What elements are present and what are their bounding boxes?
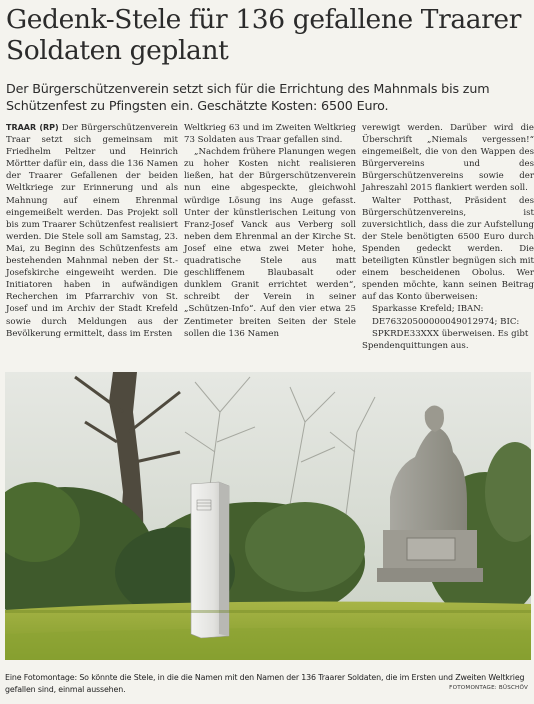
bank-name-line: Sparkasse Krefeld; IBAN:: [372, 304, 484, 315]
article-headline: Gedenk-Stele für 136 gefallene Traarer Soldaten geplant: [6, 4, 521, 66]
photo-caption: Eine Fotomontage: So könnte die Stele, in die die Namen mit den Namen der 136 Traarer Soldaten, die im Ersten und Zweiten Weltkrieg gefallen sind, einmal aussehen.: [5, 672, 525, 694]
bank-iban-line: DE76320500000049012974; BIC:: [372, 316, 520, 327]
photo-montage-image: [5, 372, 531, 660]
photo-montage: [5, 372, 531, 660]
article-paragraph: [6, 122, 178, 340]
article-subheadline: Der Bürgerschützenverein setzt sich für die Errichtung des Mahnmals bis zum Schützenfest zu Pfingsten ein. Geschätzte Kosten: 6500 Euro.: [6, 81, 490, 113]
article-paragraph: verewigt werden. Darüber wird die Überschrift „Niemals vergessen!“ eingemeißelt, die von den Wappen des Bürgervereins und des Bürgerschützenvereins sowie der Jahreszahl 2015 flankiert werden soll.: [362, 123, 534, 194]
stele-illustration: [191, 482, 229, 638]
article-column-3: [362, 122, 534, 352]
article-paragraph: Walter Potthast, Präsident des Bürgerschützenvereins, ist zuversichtlich, dass die zur Aufstellung der Stele benötigten 6500 Euro durch Spenden gedeckt werden. Die beteiligten Künstler begnügen sich mit einem bescheidenen Obolus. Wer spenden möchte, kann seinen Beitrag auf das Konto überweisen:: [362, 195, 534, 303]
dateline: TRAAR (RP): [6, 123, 59, 132]
article-paragraph: „Nachdem frühere Planungen wegen zu hoher Kosten nicht realisieren ließen, hat der Bürgerschützenverein nun eine abgespeckte, gleichwohl würdige Lösung ins Auge gefasst. Unter der künstlerischen Leitung von Franz-Josef Vanck aus Verberg soll neben dem Ehrenmal an der Kirche St. Josef eine etwa zwei Meter hohe, quadratische Stele aus matt geschliffenem Blaubasalt oder dunklem Granit errichtet werden“, schreibt der Verein in seiner „Schützen-Info“. Auf den vier etwa 25 Zentimeter breiten Seiten der Stele sollen die 136 Namen: [184, 147, 356, 339]
bank-bic-line: SPKRDE33XXX überweisen. Es gibt Spendenquittungen aus.: [362, 328, 529, 351]
article-column-2: [184, 122, 356, 340]
article-column-1: [6, 122, 178, 340]
bank-details: [362, 303, 534, 351]
column-1-text: Der Bürgerschützenverein Traar setzt sich gemeinsam mit Friedhelm Peltzer und Heinrich Mörtter dafür ein, dass die 136 Namen der Traarer Gefallenen der beiden Weltkriege zur Erinnerung und als Mahnung auf einem Ehrenmal eingemeißelt werden. Das Projekt soll bis zum Traarer Schützenfest realisiert werden. Die Stele soll am Samstag, 23. Mai, zu Beginn des Schützenfests am bestehenden Mahnmal neben der St.-Josefskirche eingeweiht werden. Die Initiatoren haben in aufwändigen Recherchen im Pfarrarchiv von St. Josef und im Archiv der Stadt Krefeld sowie durch Meldungen aus der Bevölkerung ermittelt, dass im Ersten: [6, 123, 179, 339]
photo-credit: FOTOMONTAGE: BÜSCHÖV: [449, 685, 528, 691]
article-paragraph: Weltkrieg 63 und im Zweiten Weltkrieg 73 Soldaten aus Traar gefallen sind.: [184, 123, 356, 146]
